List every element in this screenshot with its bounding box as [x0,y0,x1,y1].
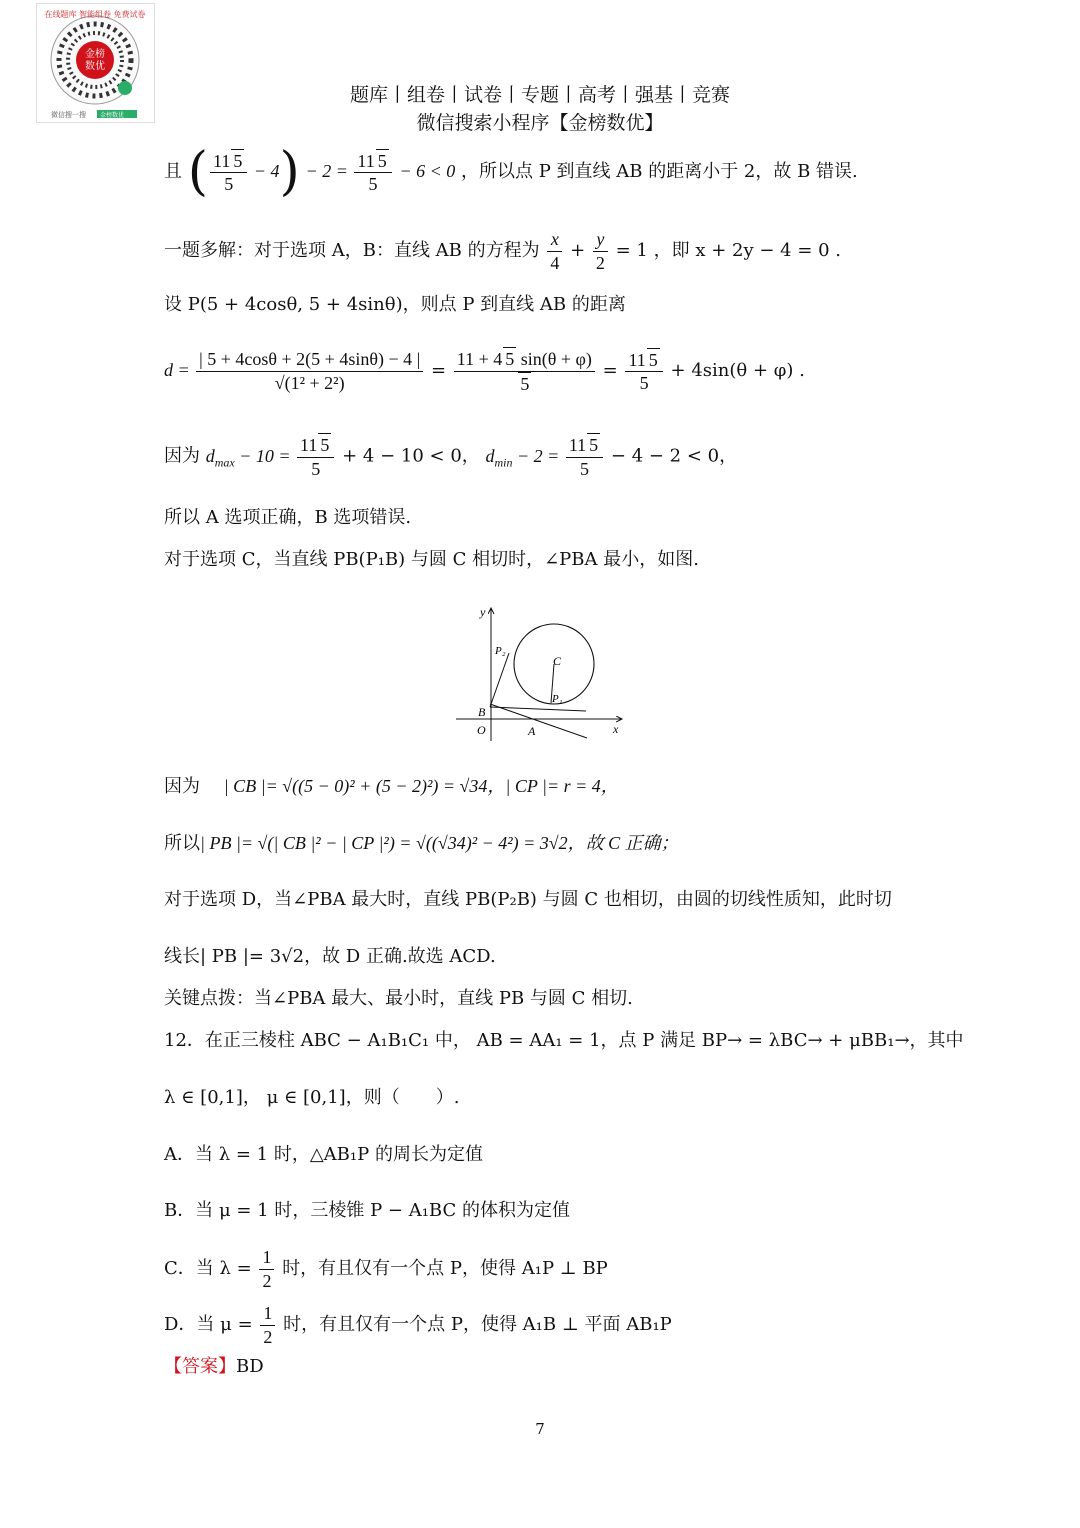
label-x: x [613,722,619,736]
label-p2: P₂ [495,645,506,657]
header-nav: 题库丨组卷丨试卷丨专题丨高考丨强基丨竞赛 [349,84,730,106]
text-line-11: 线长| PB |= 3√2，故 D 正确.故选 ACD. [164,946,496,967]
option-d: D．当 μ = $\frac{1}{2}$ 时，有且仅有一个点 P，使得 A₁B ⊥ 平面 AB₁P [164,1303,672,1347]
text-line-7: 对于选项 C，当直线 PB(P₁B) 与圆 C 相切时，∠PBA 最小，如图. [164,549,699,570]
distance-formula: d = $\frac{| 5 + 4\cos\theta + 2(5 + 4\sin\theta) - 4 |}{\text{√(1² + 2²)}}$ = $\frac{11 + 4 5 \sin(\theta + \varphi)}{5}$ = $\frac{11 5}{5}$ + 4sin(θ + φ) . [164,349,805,394]
tangent-p2b [490,653,509,707]
text-line-1: 且 ( $\frac{11 5}{5}$ − 4) − 2 = $\frac{11 5}{5}$ − 6 < 0 ，所以点 P 到直线 AB 的距离小于 2，故 B 错误. [164,142,858,202]
qr-search-text: 金榜数优 [100,112,125,119]
label-o: O [477,723,486,737]
question-12-condition: λ ∈ [0,1]， μ ∈ [0,1]，则（ ）. [164,1087,460,1108]
answer-value: BD [236,1356,264,1377]
label-b: B [478,705,486,719]
page-number: 7 [535,1420,545,1438]
option-c: C．当 λ = $\frac{1}{2}$ 时，有且仅有一个点 P，使得 A₁P ⊥ BP [164,1247,608,1291]
question-12: 12．在正三棱柱 ABC − A₁B₁C₁ 中， AB = AA₁ = 1，点 P 满足 BP→ = λBC→ + μBB₁→，其中 [164,1030,964,1051]
option-b: B．当 μ = 1 时，三棱锥 P − A₁BC 的体积为定值 [164,1200,570,1221]
text-line-2: 一题多解：对于选项 A，B：直线 AB 的方程为 $\frac{x}{4}$ + $\frac{y}{2}$ = 1 ，即 x + 2y − 4 = 0 . [164,229,842,273]
text-line-8: 因为 | CB |= √((5 − 0)² + (5 − 2)²) = √34，| CP |= r = 4， [164,776,619,797]
qr-ring-text: 在线题库 智能组卷 免费试卷 [44,10,146,19]
text-line-6: 所以 A 选项正确，B 选项错误. [164,507,412,528]
label-y: y [480,605,486,619]
text-line-9: 所以| PB |= √(| CB |² − | CP |²) = √((√34)² − 4²) = 3√2，故 C 正确； [164,833,679,854]
header-subtitle: 微信搜索小程序【金榜数优】 [416,112,664,134]
text-line-10: 对于选项 D，当∠PBA 最大时，直线 PB(P₂B) 与圆 C 也相切，由圆的切线性质知，此时切 [164,889,892,910]
label-p1: P₁ [552,693,563,705]
text-line-5: 因为 $d_{max} - 10$ = $\frac{11 5}{5}$ + 4 − 10 < 0， $d_{min} - 2$ = $\frac{11 5}{5}$ − 4 − 2 < 0， [164,435,738,479]
label-c: C [553,654,562,668]
option-a: A．当 λ = 1 时，△AB₁P 的周长为定值 [164,1144,483,1165]
text-line-3: 设 P(5 + 4cosθ, 5 + 4sinθ)，则点 P 到直线 AB 的距离 [164,294,626,315]
label-a: A [528,724,536,738]
answer-label: 【答案】 [164,1356,236,1377]
qr-brand-line1: 金榜 [85,49,105,60]
text-line-12: 关键点拨：当∠PBA 最大、最小时，直线 PB 与圆 C 相切. [164,988,633,1009]
geometry-figure [454,603,626,746]
answer [164,1356,264,1378]
qr-bottom-text: 微信搜一搜 [51,111,86,119]
qr-brand-line2: 数优 [85,61,105,72]
